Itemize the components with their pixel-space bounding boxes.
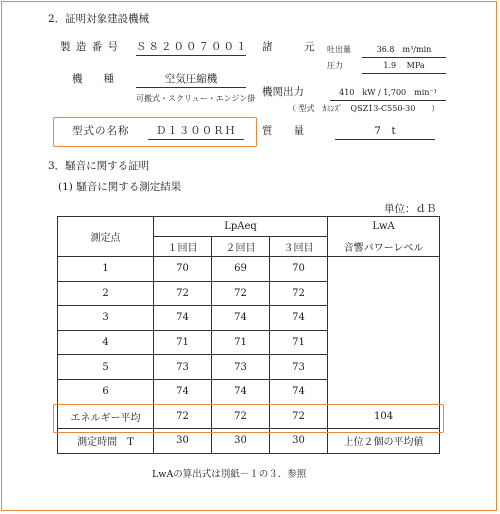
engine-model: （ 型式 ｶﾐﾝｽﾞ QSZ13-C550-30 ） [288,104,440,113]
time-run2: 30 [212,429,270,454]
row-run2: 71 [212,330,270,355]
row-run2: 72 [212,281,270,306]
row-run1: 73 [154,355,212,380]
header-lwa-sub: 音響パワーレベル [328,237,440,257]
row-run1: 74 [154,306,212,331]
row-point: 5 [58,355,154,380]
engine-value: 410 kW / 1,700 min⁻¹ [330,86,446,101]
row-run2: 73 [212,355,270,380]
time-label: 測定時間 T [58,429,154,454]
row-run3: 73 [270,355,328,380]
row-point: 4 [58,330,154,355]
row-run2: 69 [212,257,270,282]
time-run3: 30 [270,429,328,454]
avg-run2: 72 [212,404,270,429]
time-lwa: 上位２個の平均値 [328,429,440,454]
time-run1: 30 [154,429,212,454]
serial-value: Ｓ８２００７００１ [136,41,246,56]
model-value: Ｄ１３００ＲＨ [148,125,244,140]
section3-heading: 3．騒音に関する証明 [48,160,150,172]
lwa-empty-cell [328,257,440,405]
row-run3: 70 [270,257,328,282]
mass-label: 質 量 [262,125,304,137]
row-point: 6 [58,379,154,404]
row-run1: 72 [154,281,212,306]
model-label: 型式の名称 [72,125,130,137]
header-run3: ３回目 [270,237,328,257]
specs-label: 諸 元 [262,41,315,53]
avg-lwa: 104 [328,404,440,429]
row-run3: 71 [270,330,328,355]
header-run2: ２回目 [212,237,270,257]
row-run2: 74 [212,306,270,331]
discharge-value: 36.8 m³/min [362,43,446,58]
footnote: LwAの算出式は別紙－１の３．参照 [152,469,307,480]
section3-subheading: (1) 騒音に関する測定結果 [58,181,182,193]
header-lpaeq: LpAeq [154,217,328,237]
row-run1: 70 [154,257,212,282]
header-run1: １回目 [154,237,212,257]
unit-label: 単位：ｄＢ [384,203,437,215]
pressure-label: 圧力 [327,61,343,70]
serial-label: 製 造 番 号 [60,41,120,53]
header-lwa: LwA [328,217,440,237]
mass-value: 7 t [335,125,435,140]
row-run3: 74 [270,379,328,404]
row-point: 3 [58,306,154,331]
machine-value: 空気圧縮機 [136,73,246,88]
table-row [58,257,440,282]
row-run3: 72 [270,281,328,306]
avg-label: エネルギー平均 [58,404,154,429]
row-point: 1 [58,257,154,282]
row-point: 2 [58,281,154,306]
machine-note: 可搬式・スクリュー・エンジン掛 [136,94,256,103]
average-highlight-box [53,404,444,433]
avg-run3: 72 [270,404,328,429]
avg-run1: 72 [154,404,212,429]
row-run1: 74 [154,379,212,404]
row-run3: 74 [270,306,328,331]
discharge-label: 吐出量 [327,45,351,54]
engine-label: 機関出力 [262,86,304,98]
row-run2: 74 [212,379,270,404]
section2-heading: 2．証明対象建設機械 [48,13,150,25]
row-run1: 71 [154,330,212,355]
machine-label: 機 種 [72,73,114,85]
pressure-value: 1.9 MPa [362,59,446,74]
header-point: 測定点 [58,217,154,257]
